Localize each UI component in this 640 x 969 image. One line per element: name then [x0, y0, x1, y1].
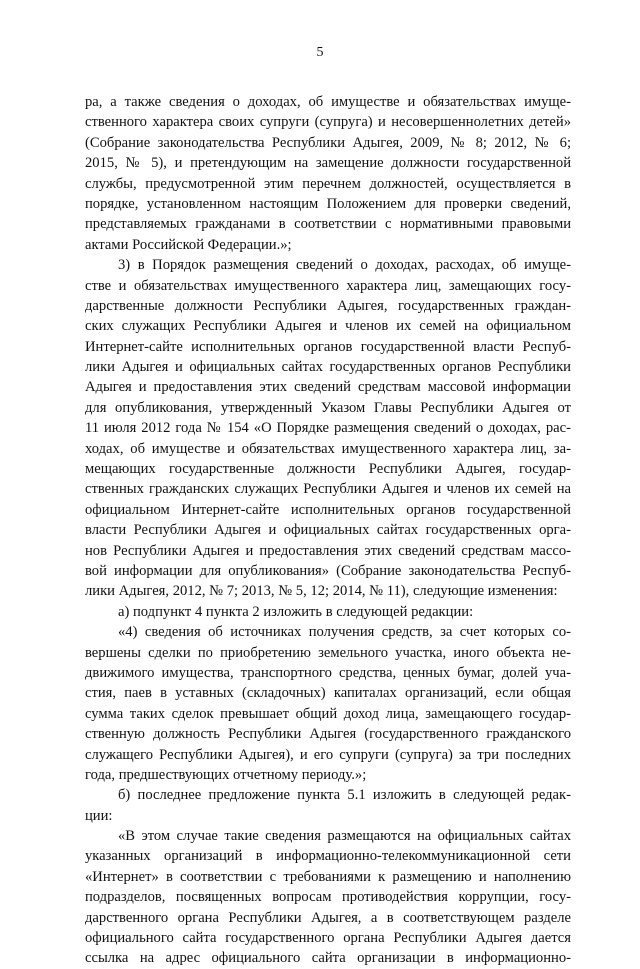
text-line: ственную должность Республики Адыгея (государственного гражданского [85, 726, 571, 743]
text-line: ственного характера своих супруги (супруга) и несовершеннолетних детей» [85, 114, 571, 131]
text-line: стве и обязательствах имущественного характера лиц, замещающих госу- [85, 277, 571, 294]
text-line: лики Адыгея и официальных сайтах государственных органов Республики [85, 359, 571, 376]
text-line: (Собрание законодательства Республики Адыгея, 2009, № 8; 2012, № 6; [85, 134, 571, 151]
text-line: ции: [85, 807, 113, 824]
page-number: 5 [316, 45, 324, 60]
text-line: официальном Интернет-сайте исполнительных органов государственной [85, 501, 571, 518]
text-line: вершены сделки по приобретению земельного участка, иного объекта не- [85, 644, 571, 661]
text-line: вой информации для опубликования» (Собрание законодательства Респуб- [85, 562, 571, 579]
text-line: мещающих государственные должности Республики Адыгея, государ- [85, 461, 571, 478]
text-line: сумма таких сделок превышает общий доход лица, замещающего государ- [85, 705, 571, 722]
text-line: стия, паев в уставных (складочных) капиталах организаций, если общая [85, 685, 571, 702]
text-line: ссылка на адрес официального сайта организации в информационно- [85, 950, 571, 967]
text-line: служащего Республики Адыгея), и его супруги (супруга) за три последних [85, 746, 571, 763]
text-line: дарственного органа Республики Адыгея, а в соответствующем разделе [85, 909, 571, 926]
text-line: указанных организаций в информационно-телекоммуникационной сети [85, 848, 571, 865]
text-line: ра, а также сведения о доходах, об имуществе и обязательствах имуще- [85, 94, 571, 110]
text-line: «4) сведения об источниках получения средств, за счет которых со- [118, 624, 571, 641]
text-line: Адыгея и предоставления этих сведений средствам массовой информации [85, 379, 571, 396]
text-line: службы, предусмотренной этим перечнем должностей, осуществляется в [85, 175, 571, 192]
text-line: 2015, № 5), и претендующим на замещение должности государственной [85, 155, 571, 172]
text-line: актами Российской Федерации.»; [85, 236, 292, 253]
text-line: «Интернет» в соответствии с требованиями к размещению и наполнению [85, 868, 571, 885]
text-line: официального сайта государственного органа Республики Адыгея дается [85, 930, 571, 947]
text-line: ских служащих Республики Адыгея и членов их семей на официальном [85, 318, 571, 335]
text-line: представляемых гражданами в соответствии с нормативными правовыми [85, 216, 571, 233]
text-line: движимого имущества, транспортного средства, ценных бумаг, долей уча- [85, 664, 571, 681]
text-line: подразделов, посвященных вопросам противодействия коррупции, госу- [85, 889, 571, 906]
text-line: ственных гражданских служащих Республики Адыгея и членов их семей на [85, 481, 571, 498]
text-line: власти Республики Адыгея и официальных сайтах государственных орга- [85, 522, 571, 539]
text-line: Интернет-сайте исполнительных органов государственной власти Респуб- [85, 338, 571, 355]
body-text [85, 92, 571, 969]
text-line: дарственные должности Республики Адыгея, государственных граждан- [85, 297, 571, 314]
text-line: лики Адыгея, 2012, № 7; 2013, № 5, 12; 2014, № 11), следующие изменения: [85, 583, 558, 600]
text-line: ходах, об имуществе и обязательствах имущественного характера лиц, за- [85, 440, 571, 457]
text-line: 11 июля 2012 года № 154 «О Порядке размещения сведений о доходах, рас- [85, 420, 571, 437]
text-line: для опубликования, утвержденный Указом Главы Республики Адыгея от [85, 399, 571, 416]
text-line: порядке, установленном настоящим Положением для проверки сведений, [85, 195, 571, 212]
text-line: б) последнее предложение пункта 5.1 изложить в следующей редак- [118, 787, 571, 804]
text-line: «В этом случае такие сведения размещаются на официальных сайтах [118, 828, 571, 845]
text-line: года, предшествующих отчетному периоду.»; [85, 766, 367, 783]
text-line: а) подпункт 4 пункта 2 изложить в следующей редакции: [118, 603, 474, 620]
text-line: нов Республики Адыгея и предоставления этих сведений средствам массо- [85, 542, 571, 559]
text-line: 3) в Порядок размещения сведений о доходах, расходах, об имуще- [118, 257, 571, 274]
